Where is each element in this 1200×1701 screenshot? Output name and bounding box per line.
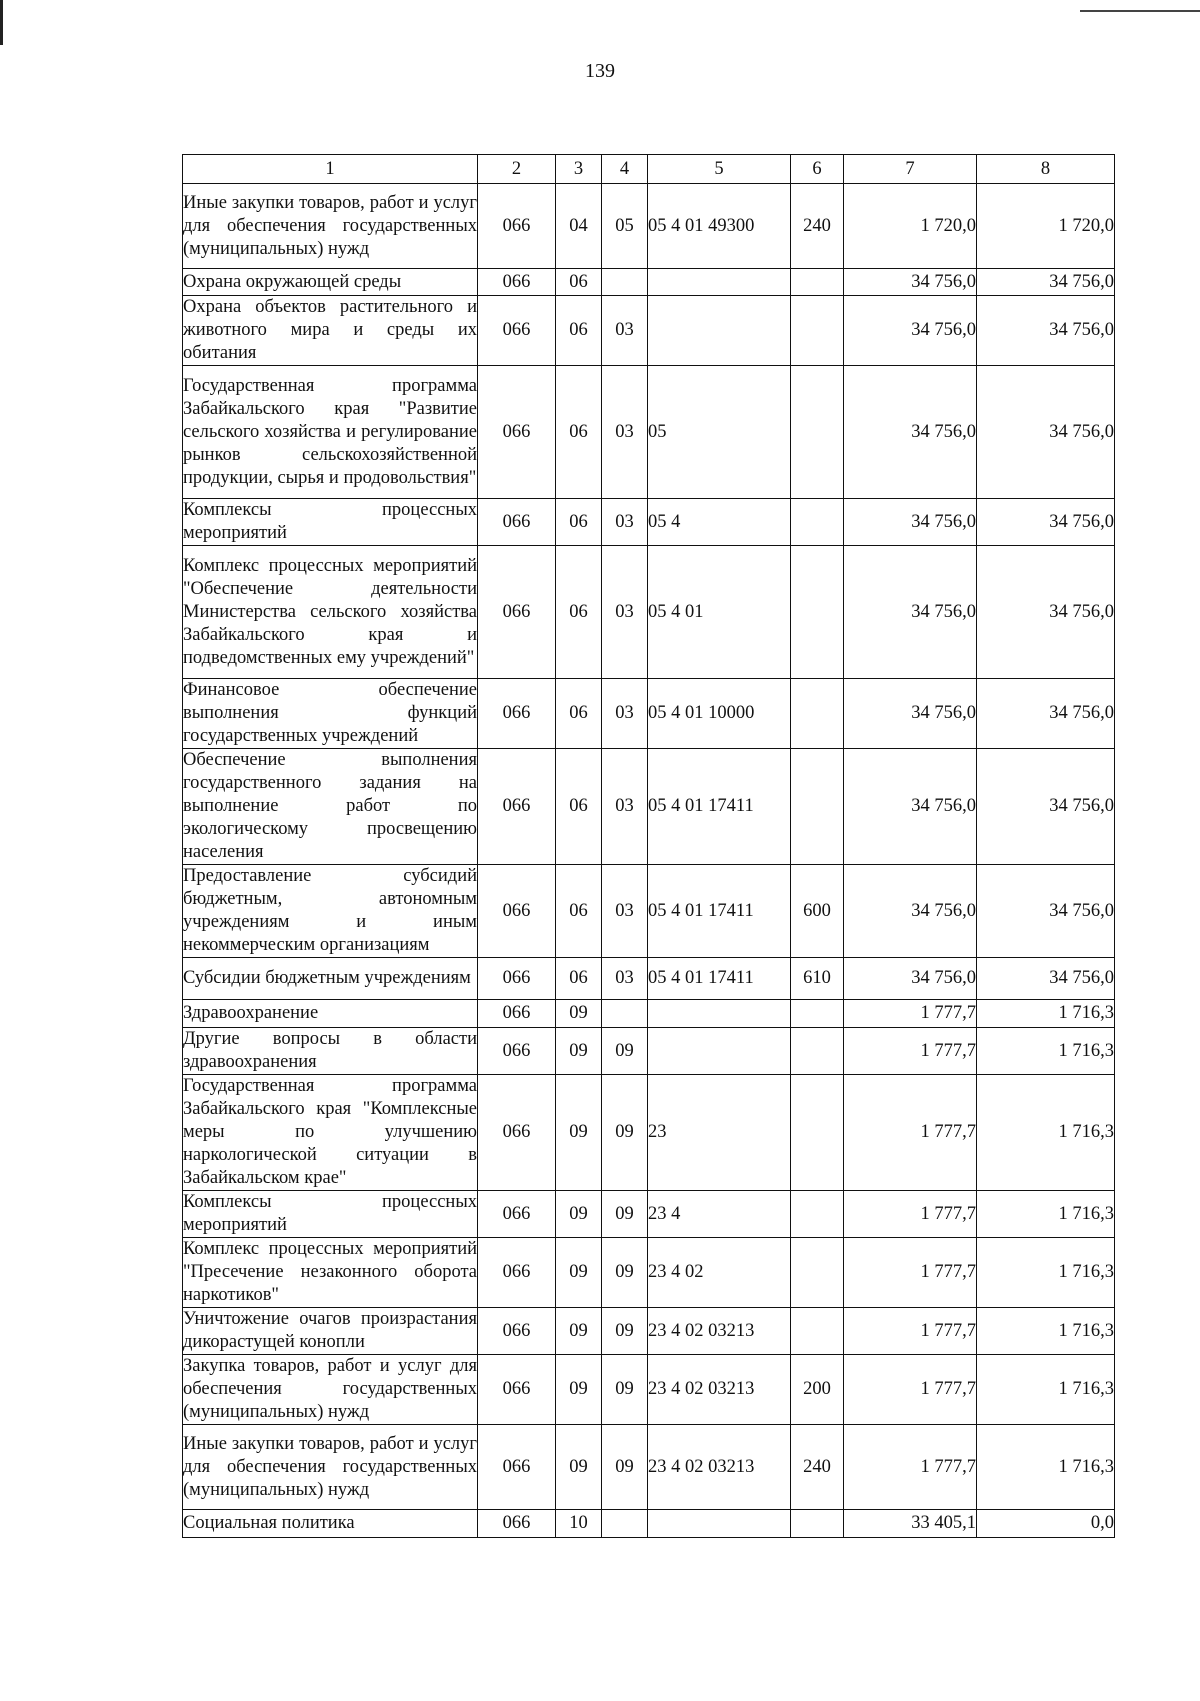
row-name: Предоставление субсидий бюджетным, автономным учреждениям и иным некоммерческим организациям (183, 865, 478, 958)
amount-2025: 34 756,0 (844, 269, 977, 296)
expense-type-code (791, 1000, 844, 1028)
ministry-code: 066 (478, 1191, 556, 1238)
table-row (183, 1191, 1115, 1238)
subsection-code: 09 (602, 1308, 648, 1355)
table-row (183, 546, 1115, 679)
scan-edge-mark (0, 0, 3, 45)
expense-type-code (791, 296, 844, 366)
row-name: Закупка товаров, работ и услуг для обеспечения государственных (муниципальных) нужд (183, 1355, 478, 1425)
row-name: Социальная политика (183, 1510, 478, 1538)
scan-edge-line (1080, 10, 1200, 12)
table-row (183, 366, 1115, 499)
target-article-code: 05 (648, 366, 791, 499)
table-row (183, 1308, 1115, 1355)
target-article-code (648, 269, 791, 296)
column-header: 5 (648, 155, 791, 184)
target-article-code: 23 4 02 03213 (648, 1355, 791, 1425)
column-header: 7 (844, 155, 977, 184)
expense-type-code (791, 1308, 844, 1355)
amount-2026: 1 716,3 (977, 1000, 1115, 1028)
page-number: 139 (585, 60, 615, 82)
ministry-code: 066 (478, 546, 556, 679)
amount-2025: 1 777,7 (844, 1075, 977, 1191)
amount-2025: 1 777,7 (844, 1238, 977, 1308)
ministry-code: 066 (478, 499, 556, 546)
section-code: 06 (556, 865, 602, 958)
column-header: 3 (556, 155, 602, 184)
table-row (183, 1355, 1115, 1425)
subsection-code: 09 (602, 1028, 648, 1075)
ministry-code: 066 (478, 1028, 556, 1075)
row-name: Комплексы процессных мероприятий (183, 1191, 478, 1238)
section-code: 06 (556, 749, 602, 865)
table-row (183, 1425, 1115, 1510)
table-row (183, 1028, 1115, 1075)
row-name: Охрана объектов растительного и животного мира и среды их обитания (183, 296, 478, 366)
subsection-code: 03 (602, 749, 648, 865)
target-article-code: 05 4 01 10000 (648, 679, 791, 749)
column-header: 6 (791, 155, 844, 184)
amount-2026: 1 716,3 (977, 1308, 1115, 1355)
table-row (183, 1075, 1115, 1191)
ministry-code: 066 (478, 296, 556, 366)
section-code: 09 (556, 1308, 602, 1355)
target-article-code: 05 4 01 17411 (648, 958, 791, 1000)
amount-2026: 34 756,0 (977, 546, 1115, 679)
amount-2026: 1 716,3 (977, 1425, 1115, 1510)
row-name: Комплекс процессных мероприятий "Обеспечение деятельности Министерства сельского хозяйства Забайкальского края и подведомственных ему учреждений" (183, 546, 478, 679)
target-article-code (648, 296, 791, 366)
target-article-code: 23 4 02 03213 (648, 1308, 791, 1355)
ministry-code: 066 (478, 184, 556, 269)
row-name: Здравоохранение (183, 1000, 478, 1028)
expense-type-code (791, 269, 844, 296)
expense-type-code: 610 (791, 958, 844, 1000)
expense-type-code (791, 1191, 844, 1238)
row-name: Обеспечение выполнения государственного задания на выполнение работ по экологическому просвещению населения (183, 749, 478, 865)
amount-2025: 34 756,0 (844, 546, 977, 679)
amount-2026: 34 756,0 (977, 366, 1115, 499)
subsection-code: 09 (602, 1075, 648, 1191)
column-header: 2 (478, 155, 556, 184)
ministry-code: 066 (478, 749, 556, 865)
section-code: 06 (556, 269, 602, 296)
section-code: 06 (556, 296, 602, 366)
table-row (183, 1238, 1115, 1308)
amount-2025: 34 756,0 (844, 958, 977, 1000)
ministry-code: 066 (478, 865, 556, 958)
subsection-code (602, 1000, 648, 1028)
table-row (183, 679, 1115, 749)
subsection-code: 09 (602, 1425, 648, 1510)
column-header: 8 (977, 155, 1115, 184)
row-name: Комплексы процессных мероприятий (183, 499, 478, 546)
expense-type-code (791, 546, 844, 679)
target-article-code (648, 1028, 791, 1075)
subsection-code (602, 269, 648, 296)
subsection-code: 03 (602, 366, 648, 499)
target-article-code: 23 4 02 03213 (648, 1425, 791, 1510)
section-code: 09 (556, 1355, 602, 1425)
section-code: 06 (556, 499, 602, 546)
amount-2026: 34 756,0 (977, 958, 1115, 1000)
amount-2025: 1 720,0 (844, 184, 977, 269)
table-row (183, 499, 1115, 546)
amount-2026: 1 716,3 (977, 1191, 1115, 1238)
amount-2025: 34 756,0 (844, 296, 977, 366)
column-header: 1 (183, 155, 478, 184)
ministry-code: 066 (478, 1425, 556, 1510)
section-code: 09 (556, 1191, 602, 1238)
expense-type-code (791, 499, 844, 546)
subsection-code: 03 (602, 679, 648, 749)
subsection-code: 03 (602, 958, 648, 1000)
ministry-code: 066 (478, 1238, 556, 1308)
expense-type-code: 600 (791, 865, 844, 958)
column-header: 4 (602, 155, 648, 184)
amount-2025: 34 756,0 (844, 499, 977, 546)
table-row (183, 184, 1115, 269)
row-name: Государственная программа Забайкальского края "Развитие сельского хозяйства и регулирование рынков сельскохозяйственной продукции, сырья и продовольствия" (183, 366, 478, 499)
target-article-code (648, 1000, 791, 1028)
amount-2025: 1 777,7 (844, 1425, 977, 1510)
target-article-code: 23 (648, 1075, 791, 1191)
expense-type-code (791, 749, 844, 865)
ministry-code: 066 (478, 1000, 556, 1028)
row-name: Охрана окружающей среды (183, 269, 478, 296)
subsection-code: 05 (602, 184, 648, 269)
expense-type-code: 240 (791, 1425, 844, 1510)
section-code: 06 (556, 366, 602, 499)
section-code: 06 (556, 679, 602, 749)
amount-2026: 34 756,0 (977, 269, 1115, 296)
section-code: 09 (556, 1238, 602, 1308)
amount-2026: 1 720,0 (977, 184, 1115, 269)
amount-2026: 34 756,0 (977, 865, 1115, 958)
target-article-code: 05 4 01 17411 (648, 749, 791, 865)
amount-2026: 0,0 (977, 1510, 1115, 1538)
expense-type-code (791, 679, 844, 749)
expense-type-code (791, 1028, 844, 1075)
ministry-code: 066 (478, 1308, 556, 1355)
row-name: Субсидии бюджетным учреждениям (183, 958, 478, 1000)
subsection-code: 09 (602, 1238, 648, 1308)
ministry-code: 066 (478, 1355, 556, 1425)
amount-2026: 1 716,3 (977, 1075, 1115, 1191)
expense-type-code (791, 1238, 844, 1308)
expense-type-code (791, 366, 844, 499)
amount-2025: 34 756,0 (844, 366, 977, 499)
row-name: Иные закупки товаров, работ и услуг для обеспечения государственных (муниципальных) нужд (183, 1425, 478, 1510)
subsection-code: 03 (602, 499, 648, 546)
amount-2025: 34 756,0 (844, 865, 977, 958)
expense-type-code (791, 1075, 844, 1191)
table-row (183, 269, 1115, 296)
row-name: Уничтожение очагов произрастания дикорастущей конопли (183, 1308, 478, 1355)
target-article-code (648, 1510, 791, 1538)
subsection-code: 03 (602, 296, 648, 366)
expense-type-code (791, 1510, 844, 1538)
target-article-code: 05 4 01 17411 (648, 865, 791, 958)
row-name: Комплекс процессных мероприятий "Пресечение незаконного оборота наркотиков" (183, 1238, 478, 1308)
amount-2026: 34 756,0 (977, 296, 1115, 366)
table-row (183, 1000, 1115, 1028)
table-row (183, 1510, 1115, 1538)
ministry-code: 066 (478, 1075, 556, 1191)
target-article-code: 23 4 (648, 1191, 791, 1238)
target-article-code: 05 4 01 49300 (648, 184, 791, 269)
table-row (183, 749, 1115, 865)
target-article-code: 05 4 01 (648, 546, 791, 679)
ministry-code: 066 (478, 366, 556, 499)
amount-2025: 33 405,1 (844, 1510, 977, 1538)
ministry-code: 066 (478, 679, 556, 749)
subsection-code: 03 (602, 546, 648, 679)
subsection-code: 03 (602, 865, 648, 958)
table-row (183, 865, 1115, 958)
section-code: 09 (556, 1028, 602, 1075)
amount-2025: 1 777,7 (844, 1000, 977, 1028)
amount-2025: 34 756,0 (844, 679, 977, 749)
section-code: 09 (556, 1425, 602, 1510)
budget-table (182, 154, 1115, 1538)
row-name: Государственная программа Забайкальского края "Комплексные меры по улучшению наркологической ситуации в Забайкальском крае" (183, 1075, 478, 1191)
subsection-code (602, 1510, 648, 1538)
ministry-code: 066 (478, 958, 556, 1000)
section-code: 06 (556, 958, 602, 1000)
expense-type-code: 200 (791, 1355, 844, 1425)
amount-2025: 1 777,7 (844, 1355, 977, 1425)
amount-2025: 34 756,0 (844, 749, 977, 865)
ministry-code: 066 (478, 1510, 556, 1538)
amount-2025: 1 777,7 (844, 1191, 977, 1238)
section-code: 10 (556, 1510, 602, 1538)
row-name: Финансовое обеспечение выполнения функций государственных учреждений (183, 679, 478, 749)
amount-2026: 34 756,0 (977, 499, 1115, 546)
amount-2025: 1 777,7 (844, 1308, 977, 1355)
section-code: 09 (556, 1075, 602, 1191)
amount-2026: 34 756,0 (977, 679, 1115, 749)
section-code: 04 (556, 184, 602, 269)
row-name: Другие вопросы в области здравоохранения (183, 1028, 478, 1075)
amount-2026: 1 716,3 (977, 1238, 1115, 1308)
subsection-code: 09 (602, 1191, 648, 1238)
amount-2026: 1 716,3 (977, 1355, 1115, 1425)
target-article-code: 05 4 (648, 499, 791, 546)
table-row (183, 296, 1115, 366)
target-article-code: 23 4 02 (648, 1238, 791, 1308)
amount-2026: 1 716,3 (977, 1028, 1115, 1075)
section-code: 06 (556, 546, 602, 679)
ministry-code: 066 (478, 269, 556, 296)
table-header-row (183, 155, 1115, 184)
expense-type-code: 240 (791, 184, 844, 269)
amount-2025: 1 777,7 (844, 1028, 977, 1075)
subsection-code: 09 (602, 1355, 648, 1425)
section-code: 09 (556, 1000, 602, 1028)
row-name: Иные закупки товаров, работ и услуг для обеспечения государственных (муниципальных) нужд (183, 184, 478, 269)
amount-2026: 34 756,0 (977, 749, 1115, 865)
table-row (183, 958, 1115, 1000)
